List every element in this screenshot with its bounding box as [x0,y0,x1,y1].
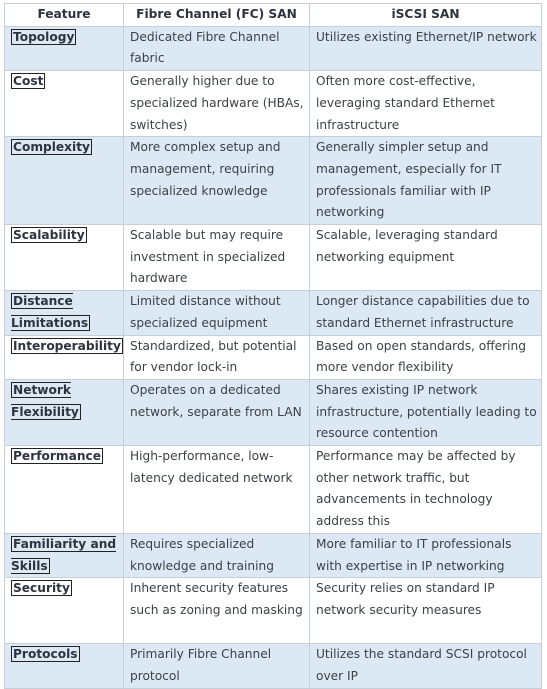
row-iscsi-value: Scalable, leveraging standard networking equipment [310,225,542,291]
row-iscsi-value: Generally simpler setup and management, especially for IT professionals familiar with IP networking [310,137,542,225]
row-fc-value: Scalable but may require investment in specialized hardware [124,225,310,291]
row-iscsi-value: Longer distance capabilities due to standard Ethernet infrastructure [310,291,542,335]
table-row [5,446,542,534]
feature-label: Distance Limitations [11,294,89,330]
row-feature [5,446,124,534]
table-row [5,533,542,577]
row-feature [5,225,124,291]
table-header-row [5,4,542,27]
table-row [5,71,542,137]
row-iscsi-value: Based on open standards, offering more vendor flexibility [310,335,542,379]
row-feature [5,71,124,137]
table-row [5,26,542,70]
table-row [5,335,542,379]
row-feature [5,379,124,445]
comparison-table [4,3,542,689]
table-row [5,225,542,291]
comparison-table-container [4,3,541,689]
header-feature: Feature [5,4,124,27]
feature-label: Complexity [13,140,90,155]
row-feature [5,644,124,688]
row-feature [5,26,124,70]
row-fc-value: Limited distance without specialized equipment [124,291,310,335]
feature-label: Topology [13,29,75,44]
row-feature [5,291,124,335]
row-fc-value: Requires specialized knowledge and training [124,533,310,577]
row-feature [5,137,124,225]
header-fc-san: Fibre Channel (FC) SAN [124,4,310,27]
feature-label: Scalability [13,228,85,243]
table-row [5,379,542,445]
feature-label: Protocols [13,647,78,662]
row-feature [5,533,124,577]
row-fc-value: Generally higher due to specialized hardware (HBAs, switches) [124,71,310,137]
row-iscsi-value: Shares existing IP network infrastructure, potentially leading to resource contention [310,379,542,445]
feature-label: Interoperability [13,338,121,353]
feature-label: Performance [13,449,101,464]
row-fc-value: Standardized, but potential for vendor lock-in [124,335,310,379]
row-fc-value: Inherent security features such as zoning and masking [124,578,310,644]
row-iscsi-value: Performance may be affected by other network traffic, but advancements in technology address this [310,446,542,534]
feature-label: Familiarity and Skills [11,536,117,573]
row-iscsi-value: Security relies on standard IP network security measures [310,578,542,644]
row-fc-value: Operates on a dedicated network, separate from LAN [124,379,310,445]
row-iscsi-value: More familiar to IT professionals with expertise in IP networking [310,533,542,577]
row-feature [5,578,124,644]
table-row [5,578,542,644]
feature-label: Network Flexibility [11,382,79,419]
table-row [5,644,542,688]
header-iscsi-san: iSCSI SAN [310,4,542,27]
row-iscsi-value: Utilizes existing Ethernet/IP network [310,26,542,70]
row-fc-value: Dedicated Fibre Channel fabric [124,26,310,70]
row-feature [5,335,124,379]
row-iscsi-value: Often more cost-effective, leveraging standard Ethernet infrastructure [310,71,542,137]
table-row [5,137,542,225]
feature-label: Security [13,581,70,596]
row-fc-value: High-performance, low-latency dedicated network [124,446,310,534]
row-fc-value: Primarily Fibre Channel protocol [124,644,310,688]
table-row [5,291,542,335]
row-fc-value: More complex setup and management, requiring specialized knowledge [124,137,310,225]
feature-label: Cost [13,74,44,89]
row-iscsi-value: Utilizes the standard SCSI protocol over IP [310,644,542,688]
